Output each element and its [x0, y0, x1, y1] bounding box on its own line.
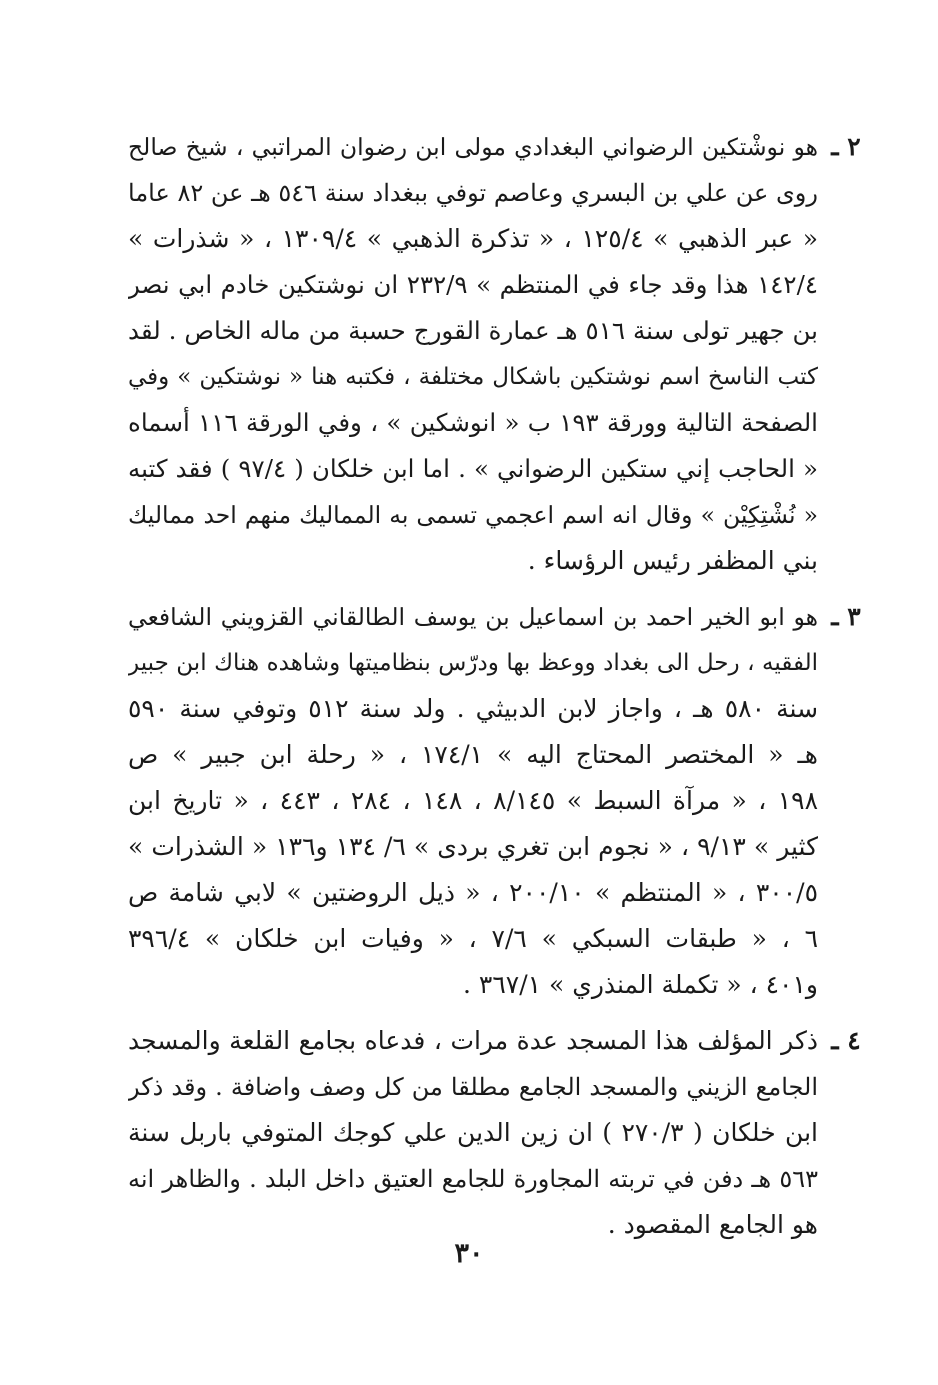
- footnote-line: هو الجامع المقصود .: [607, 1210, 818, 1239]
- footnote-number: ٤ ـ: [831, 1026, 861, 1055]
- footnote-line: ١٩٨ ، « مرآة السبط » ٨/١٤٥ ، ١٤٨ ، ٢٨٤ ، ٤٤٣ ، « تاريخ ابن: [128, 786, 818, 815]
- footnote-line: ١٤٢/٤ هذا وقد جاء في المنتظم » ٢٣٢/٩ ان نوشتكين خادم ابي نصر: [128, 270, 818, 299]
- footnote-4: [128, 1018, 861, 1248]
- footnote-line: هو ابو الخير احمد بن اسماعيل بن يوسف الطالقاني القزويني الشافعي: [128, 603, 818, 631]
- footnote-line: ٣٠٠/٥ ، « المنتظم » ٢٠٠/١٠ ، « ذيل الروضتين » لابي شامة ص: [128, 878, 818, 907]
- footnote-line: الجامع الزيني والمسجد الجامع مطلقا من كل وصف واضافة . وقد ذكر: [128, 1073, 818, 1101]
- footnote-line: ذكر المؤلف هذا المسجد عدة مرات ، فدعاه بجامع القلعة والمسجد: [128, 1026, 818, 1055]
- page-number: ٣٠: [454, 1238, 484, 1269]
- footnote-number: ٣ ـ: [831, 602, 861, 631]
- footnote-line: « نُشْتِكِيْن » وقال انه اسم اعجمي تسمى به المماليك منهم احد مماليك: [128, 501, 818, 529]
- footnote-line: هـ « المختصر المحتاج اليه » ١٧٤/١ ، « رحلة ابن جبير » ص: [128, 740, 818, 769]
- footnote-line: كثير » ٩/١٣ ، « نجوم ابن تغري بردى » ٦/ ١٣٤ و١٣٦ « الشذرات »: [128, 832, 818, 861]
- footnote-line: الصفحة التالية وورقة ١٩٣ ب « انوشكين » ، وفي الورقة ١١٦ أسماه: [128, 408, 818, 437]
- footnote-line: سنة ٥٨٠ هـ ، واجاز لابن الدبيثي . ولد سنة ٥١٢ وتوفي سنة ٥٩٠: [128, 694, 818, 723]
- footnote-line: و٤٠١ ، « تكملة المنذري » ٣٦٧/١ .: [463, 970, 818, 999]
- footnotes: [128, 124, 861, 1258]
- footnote-line: ٦ ، « طبقات السبكي » ٧/٦ ، « وفيات ابن خلكان » ٣٩٦/٤: [128, 924, 818, 953]
- footnote-line: « عبر الذهبي » ١٢٥/٤ ، « تذكرة الذهبي » ١٣٠٩/٤ ، « شذرات »: [128, 224, 818, 253]
- footnote-line: كتب الناسخ اسم نوشتكين باشكال مختلفة ، فكتبه هنا « نوشتكين » وفي: [128, 364, 818, 390]
- footnote-line: روى عن علي بن البسري وعاصم توفي ببغداد سنة ٥٤٦ هـ عن ٨٢ عاما: [128, 179, 818, 207]
- footnote-line: ٥٦٣ هـ دفن في تربته المجاورة للجامع العتيق داخل البلد . والظاهر انه: [128, 1165, 818, 1193]
- footnote-3: [128, 594, 861, 1008]
- footnote-line: بني المظفر رئيس الرؤساء .: [527, 546, 818, 575]
- footnote-line: هو نوشْتكين الرضواني البغدادي مولى ابن رضوان المراتبي ، شيخ صالح: [128, 133, 818, 161]
- footnote-2: [128, 124, 861, 584]
- footnote-number: ٢ ـ: [831, 132, 861, 161]
- footnote-line: الفقيه ، رحل الى بغداد ووعظ بها ودرّس بنظاميتها وشاهده هناك ابن جبير: [128, 650, 818, 676]
- footnote-line: « الحاجب إني ستكين الرضواني » . اما ابن خلكان ( ٩٧/٤ ) فقد كتبه: [128, 454, 818, 483]
- footnote-line: ابن خلكان ( ٢٧٠/٣ ) ان زين الدين علي كوجك المتوفي باربل سنة: [128, 1118, 818, 1147]
- footnote-line: بن جهير تولى سنة ٥١٦ هـ عمارة القورج حسبة من ماله الخاص . لقد: [128, 316, 818, 345]
